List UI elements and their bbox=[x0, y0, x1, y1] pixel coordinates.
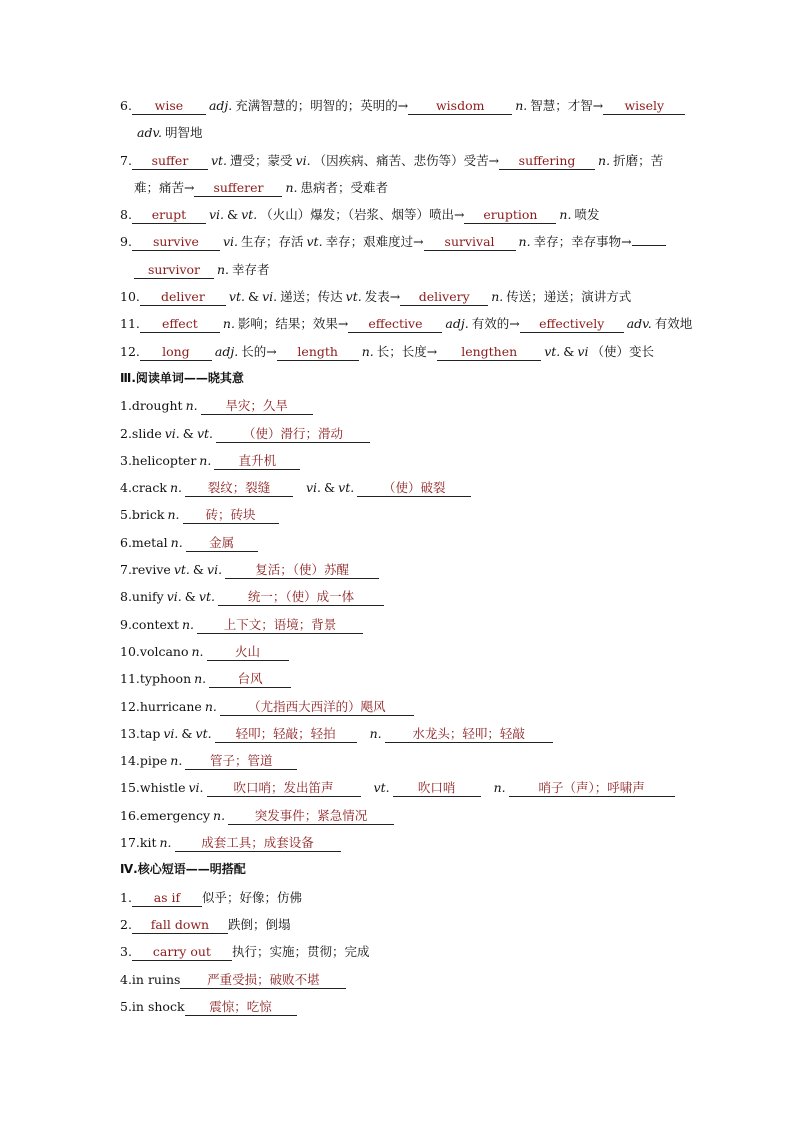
text-segment: 17.kit bbox=[120, 835, 157, 851]
text-segment: & bbox=[192, 562, 205, 578]
part-of-speech: n. bbox=[185, 398, 198, 414]
part-of-speech: adj. bbox=[445, 316, 469, 332]
part-of-speech: vi. bbox=[163, 725, 179, 741]
answer-blank: 火山 bbox=[207, 644, 289, 661]
text-segment: 9. bbox=[120, 234, 132, 250]
answer-blank: survival bbox=[424, 234, 516, 251]
part-of-speech: n. bbox=[159, 835, 172, 851]
answer-blank: 上下文；语境；背景 bbox=[197, 617, 363, 634]
part-of-speech: n. bbox=[491, 289, 504, 305]
reading-word-line bbox=[120, 447, 680, 474]
reading-word-line bbox=[120, 611, 680, 638]
answer-blank: long bbox=[140, 344, 212, 361]
vocab-line bbox=[120, 283, 680, 310]
part-of-speech: vt. bbox=[338, 480, 355, 496]
text-segment: 9.context bbox=[120, 616, 179, 632]
part-of-speech: vi. bbox=[305, 480, 322, 496]
text-segment: & bbox=[182, 425, 194, 441]
text-segment: 难；痛苦→ bbox=[134, 179, 195, 195]
text-segment: 1.drought bbox=[120, 398, 183, 414]
text-segment: 12. bbox=[120, 343, 140, 359]
reading-word-line bbox=[120, 556, 680, 583]
phrase-line bbox=[120, 884, 680, 911]
part-of-speech: vt. bbox=[241, 207, 258, 223]
text-segment: & bbox=[563, 343, 575, 359]
text-segment: 执行；实施；贯彻；完成 bbox=[231, 944, 370, 960]
text-segment: （使）变长 bbox=[591, 343, 654, 359]
answer-blank: （使）破裂 bbox=[357, 480, 471, 497]
text-segment: 5.in shock bbox=[120, 998, 185, 1014]
text-segment: 14.pipe bbox=[120, 753, 168, 769]
part-of-speech: vi. bbox=[262, 289, 278, 305]
part-of-speech: n. bbox=[598, 152, 611, 168]
reading-word-line bbox=[120, 501, 680, 528]
text-segment: 4.in ruins bbox=[120, 971, 181, 987]
text-segment: 3. bbox=[120, 944, 132, 960]
part-of-speech: n. bbox=[194, 671, 207, 687]
answer-blank: survive bbox=[132, 234, 220, 251]
vocab-line bbox=[120, 119, 680, 146]
answer-blank: 成套工具；成套设备 bbox=[175, 835, 341, 852]
text-segment: 传送；递送；演讲方式 bbox=[506, 289, 632, 305]
answer-blank: lengthen bbox=[437, 344, 541, 361]
part-of-speech: vt. bbox=[210, 152, 227, 168]
reading-word-line bbox=[120, 720, 680, 747]
answer-blank: 裂纹；裂缝 bbox=[185, 480, 293, 497]
vocab-line bbox=[120, 228, 680, 255]
phrase-line bbox=[120, 993, 680, 1020]
vocab-line bbox=[120, 174, 680, 201]
part-of-speech: adv. bbox=[137, 125, 163, 141]
phrase-line bbox=[120, 966, 680, 993]
reading-word-line bbox=[120, 829, 680, 856]
part-of-speech: vi. bbox=[295, 152, 311, 168]
part-of-speech: vi. bbox=[208, 207, 224, 223]
part-of-speech: vt. bbox=[306, 234, 323, 250]
answer-blank: suffering bbox=[499, 153, 595, 170]
answer-blank: 轻叩；轻敲；轻拍 bbox=[215, 726, 357, 743]
section-4-title: Ⅳ.核心短语——明搭配 bbox=[120, 862, 246, 877]
text-segment: & bbox=[324, 480, 336, 496]
text-segment: 遭受；蒙受 bbox=[230, 152, 293, 168]
reading-word-line bbox=[120, 583, 680, 610]
text-segment: 8.unify bbox=[120, 589, 164, 605]
part-of-speech: vi. bbox=[207, 562, 223, 578]
text-segment: 折磨；苦 bbox=[613, 152, 664, 168]
text-segment: 长的→ bbox=[241, 343, 277, 359]
answer-blank: delivery bbox=[400, 289, 488, 306]
answer-blank: 吹口哨 bbox=[393, 780, 481, 797]
text-segment: 2. bbox=[120, 916, 132, 932]
answer-blank: 台风 bbox=[209, 671, 291, 688]
answer-blank: fall down bbox=[132, 917, 228, 934]
answer-blank: survivor bbox=[134, 262, 214, 279]
part-of-speech: n. bbox=[167, 507, 180, 523]
text-segment: & bbox=[181, 725, 193, 741]
part-of-speech: adv. bbox=[626, 316, 652, 332]
answer-blank: deliver bbox=[140, 289, 226, 306]
part-of-speech: n. bbox=[182, 616, 195, 632]
text-segment: & bbox=[247, 289, 260, 305]
worksheet-content bbox=[120, 92, 693, 1020]
answer-blank: 管子；管道 bbox=[185, 753, 297, 770]
part-of-speech: vi bbox=[577, 343, 589, 359]
text-segment: 充满智慧的；明智的；英明的→ bbox=[235, 98, 409, 113]
answer-blank: 哨子（声）；呼啸声 bbox=[509, 780, 675, 797]
part-of-speech: n. bbox=[285, 179, 298, 195]
answer-blank: 砖；砖块 bbox=[183, 507, 279, 524]
part-of-speech: n. bbox=[213, 807, 226, 823]
reading-word-line bbox=[120, 693, 680, 720]
vocab-line bbox=[120, 338, 680, 365]
text-segment: & bbox=[226, 207, 239, 223]
reading-words-section bbox=[120, 392, 680, 856]
section-3-title: Ⅲ.阅读单词——晓其意 bbox=[120, 370, 244, 385]
part-of-speech: vt. bbox=[373, 780, 390, 796]
text-segment: 6.metal bbox=[120, 534, 168, 550]
vocab-line bbox=[120, 256, 680, 283]
answer-blank: effect bbox=[140, 316, 220, 333]
reading-word-line bbox=[120, 474, 680, 501]
text-segment: 患病者；受难者 bbox=[300, 179, 389, 195]
part-of-speech: n. bbox=[199, 452, 212, 468]
answer-blank: effective bbox=[348, 316, 442, 333]
answer-blank: as if bbox=[132, 890, 202, 907]
part-of-speech: n. bbox=[559, 207, 572, 223]
part-of-speech: vt. bbox=[544, 343, 561, 359]
text-segment: 有效地 bbox=[654, 316, 693, 332]
answer-blank: 严重受损；破败不堪 bbox=[180, 972, 346, 989]
part-of-speech: n. bbox=[169, 480, 182, 496]
text-segment: 3.helicopter bbox=[120, 452, 197, 468]
text-segment: 喷发 bbox=[574, 207, 600, 223]
text-segment: 10.volcano bbox=[120, 643, 189, 659]
text-segment: 跌倒；倒塌 bbox=[227, 916, 291, 932]
answer-blank: 金属 bbox=[186, 535, 258, 552]
answer-blank: （使）滑行；滑动 bbox=[216, 426, 370, 443]
text-segment: 13.tap bbox=[120, 725, 161, 741]
answer-blank: wise bbox=[132, 98, 206, 115]
part-of-speech: adj. bbox=[208, 98, 233, 113]
part-of-speech: vt. bbox=[345, 289, 362, 305]
text-segment: 11.typhoon bbox=[120, 671, 192, 687]
reading-word-line bbox=[120, 802, 680, 829]
part-of-speech: n. bbox=[170, 753, 183, 769]
text-segment: 15.whistle bbox=[120, 780, 186, 796]
part-of-speech: vt. bbox=[173, 562, 190, 578]
text-segment: 似乎；好像；仿佛 bbox=[201, 889, 302, 905]
part-of-speech: adj. bbox=[214, 343, 239, 359]
vocab-line bbox=[120, 310, 693, 337]
answer-blank: effectively bbox=[520, 316, 624, 333]
part-of-speech: n. bbox=[222, 316, 235, 332]
text-segment: 递送；传达 bbox=[280, 289, 343, 305]
part-of-speech: vt. bbox=[228, 289, 245, 305]
text-segment: 11. bbox=[120, 316, 140, 332]
answer-blank: carry out bbox=[132, 944, 232, 961]
part-of-speech: vi. bbox=[166, 589, 182, 605]
answer-blank: 复活；（使）苏醒 bbox=[225, 562, 379, 579]
text-segment: 10. bbox=[120, 289, 140, 305]
text-segment: 有效的→ bbox=[471, 316, 520, 332]
answer-blank: 吹口哨；发出笛声 bbox=[207, 780, 361, 797]
part-of-speech: n. bbox=[191, 643, 204, 659]
phrase-line bbox=[120, 938, 680, 965]
answer-blank: suffer bbox=[132, 153, 208, 170]
reading-word-line bbox=[120, 529, 680, 556]
part-of-speech: n. bbox=[170, 534, 183, 550]
part-of-speech: n. bbox=[361, 343, 374, 359]
phrase-line bbox=[120, 911, 680, 938]
text-segment: 16.emergency bbox=[120, 807, 211, 823]
text-segment: （火山）爆发；（岩浆、烟等）喷出→ bbox=[260, 207, 465, 223]
text-segment: 影响；结果；效果→ bbox=[237, 316, 349, 332]
answer-blank: wisdom bbox=[408, 98, 512, 115]
answer-blank bbox=[632, 245, 666, 246]
text-segment: 7.revive bbox=[120, 562, 171, 578]
part-of-speech: n. bbox=[369, 725, 382, 741]
text-segment: & bbox=[184, 589, 196, 605]
answer-blank: sufferer bbox=[194, 180, 282, 197]
answer-blank: 直升机 bbox=[214, 453, 300, 470]
text-segment: 幸存者 bbox=[232, 261, 270, 277]
text-segment: 5.brick bbox=[120, 507, 165, 523]
reading-word-line bbox=[120, 392, 680, 419]
answer-blank: 震惊；吃惊 bbox=[185, 999, 297, 1016]
part-of-speech: vi. bbox=[222, 234, 238, 250]
text-segment: 明智地 bbox=[165, 125, 203, 141]
text-segment: 2.slide bbox=[120, 425, 162, 441]
text-segment: 幸存；幸存事物→ bbox=[533, 234, 632, 250]
text-segment: 8. bbox=[120, 207, 132, 223]
part-of-speech: vt. bbox=[195, 725, 212, 741]
reading-word-line bbox=[120, 774, 680, 801]
part-of-speech: vt. bbox=[198, 589, 215, 605]
part-of-speech: n. bbox=[217, 261, 230, 277]
answer-blank: erupt bbox=[132, 207, 206, 224]
part-of-speech: n. bbox=[515, 98, 528, 113]
text-segment: 7. bbox=[120, 152, 132, 168]
phrases-section bbox=[120, 884, 680, 1020]
answer-blank: 旱灾；久旱 bbox=[201, 398, 313, 415]
reading-word-line bbox=[120, 747, 680, 774]
vocab-line bbox=[120, 92, 680, 119]
reading-word-line bbox=[120, 420, 680, 447]
text-segment: 12.hurricane bbox=[120, 698, 202, 714]
answer-blank: （尤指西大西洋的）飓风 bbox=[220, 699, 414, 716]
part-of-speech: vi. bbox=[164, 425, 180, 441]
text-segment: 1. bbox=[120, 889, 132, 905]
answer-blank: wisely bbox=[603, 98, 685, 115]
answer-blank: 突发事件；紧急情况 bbox=[228, 808, 394, 825]
answer-blank: 统一；（使）成一体 bbox=[218, 589, 384, 606]
reading-word-line bbox=[120, 665, 680, 692]
text-segment: 生存；存活 bbox=[240, 234, 304, 250]
text-segment: 发表→ bbox=[364, 289, 401, 305]
text-segment: 4.crack bbox=[120, 480, 167, 496]
part-of-speech: n. bbox=[493, 780, 506, 796]
vocab-derivation-section bbox=[120, 92, 693, 365]
vocab-line bbox=[120, 147, 680, 174]
part-of-speech: n. bbox=[518, 234, 531, 250]
text-segment: 智慧；才智→ bbox=[530, 98, 604, 113]
part-of-speech: n. bbox=[204, 698, 217, 714]
answer-blank: eruption bbox=[464, 207, 556, 224]
text-segment: 幸存；艰难度过→ bbox=[325, 234, 424, 250]
vocab-line bbox=[120, 201, 680, 228]
text-segment: （因疾病、痛苦、悲伤等）受苦→ bbox=[313, 152, 500, 168]
answer-blank: 水龙头；轻叩；轻敲 bbox=[385, 726, 553, 743]
text-segment: 6. bbox=[120, 98, 132, 113]
part-of-speech: vi. bbox=[188, 780, 204, 796]
part-of-speech: vt. bbox=[196, 425, 213, 441]
reading-word-line bbox=[120, 638, 680, 665]
answer-blank: length bbox=[277, 344, 359, 361]
text-segment: 长；长度→ bbox=[376, 343, 438, 359]
